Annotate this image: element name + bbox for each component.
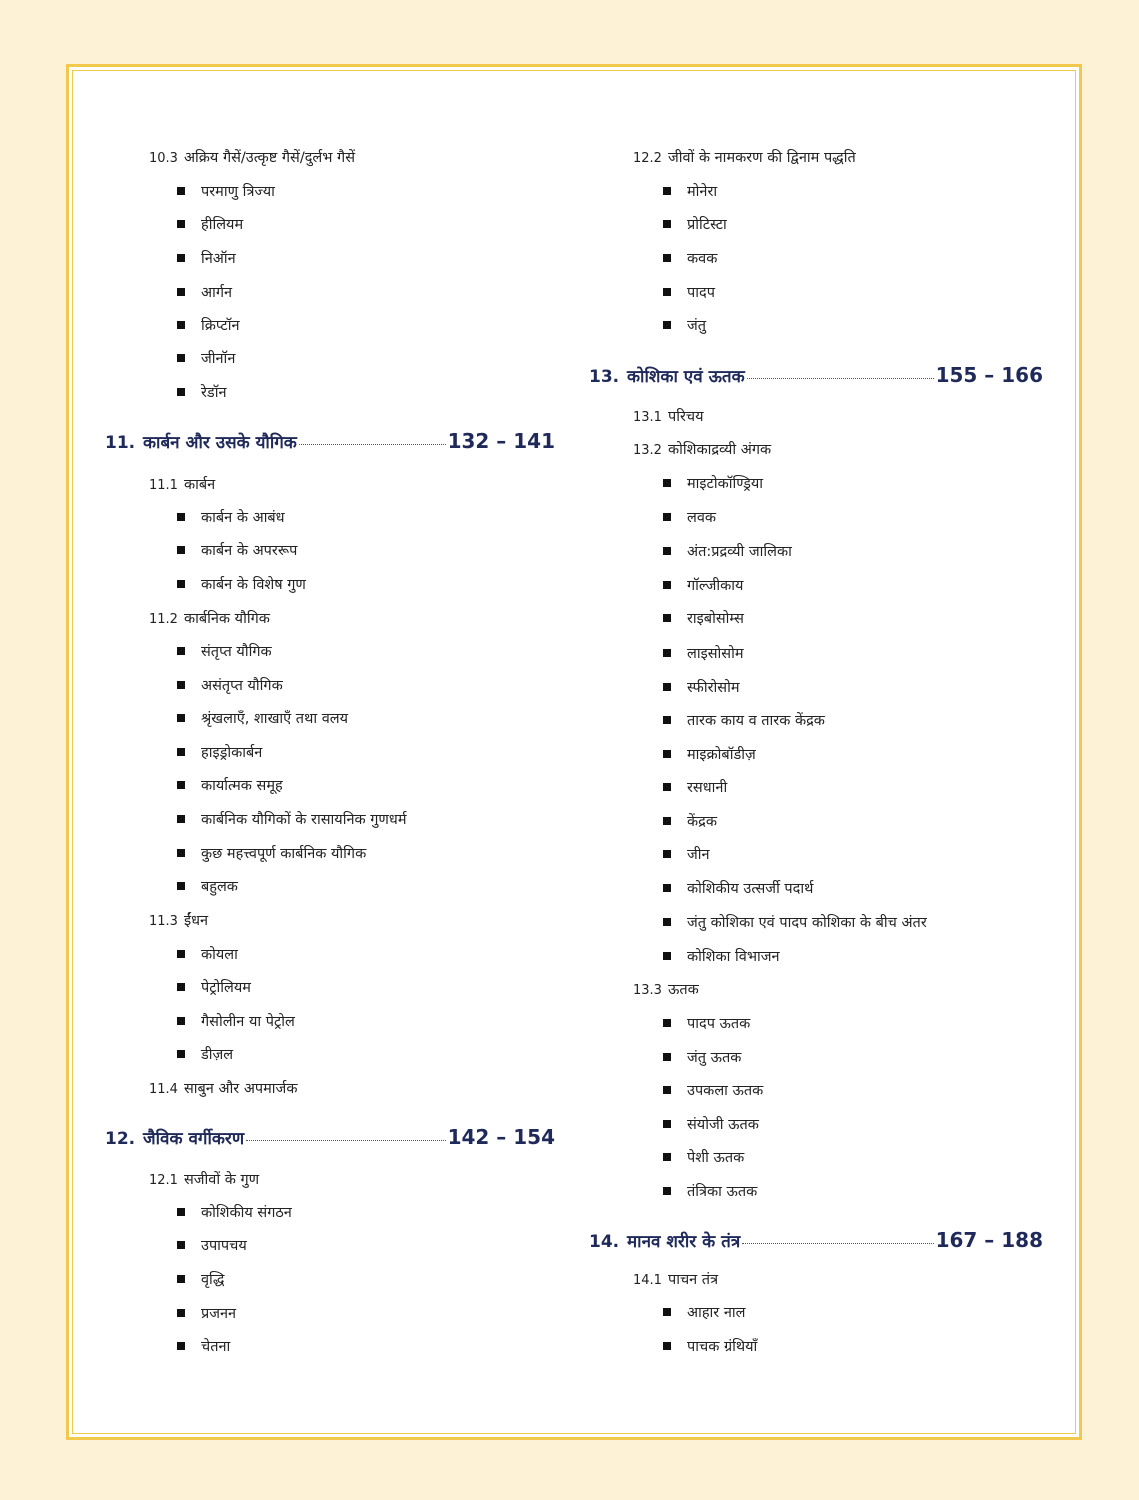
square-bullet-icon [663, 716, 671, 724]
section-number: 12.2 [633, 151, 662, 166]
bullet-text: श्रृंखलाएँ, शाखाएँ तथा वलय [201, 711, 349, 727]
chapter-entry [105, 429, 555, 453]
section-number: 11.1 [149, 478, 178, 493]
bullet-text: पेशी ऊतक [687, 1150, 745, 1166]
page-frame [66, 64, 1082, 1440]
bullet-entry [177, 574, 306, 594]
square-bullet-icon [663, 884, 671, 892]
bullet-entry [177, 348, 235, 368]
section-entry [633, 1269, 718, 1289]
bullet-entry [663, 507, 716, 527]
bullet-text: उपकला ऊतक [687, 1083, 764, 1099]
bullet-entry [663, 608, 744, 628]
bullet-entry [663, 248, 717, 268]
bullet-text: आर्गन [201, 285, 233, 301]
bullet-entry [663, 912, 927, 932]
section-entry [149, 1078, 297, 1098]
square-bullet-icon [177, 1342, 185, 1350]
bullet-text: कुछ महत्त्वपूर्ण कार्बनिक यौगिक [201, 846, 367, 862]
section-number: 13.3 [633, 983, 662, 998]
section-title: ईंधन [183, 913, 209, 929]
bullet-text: परमाणु त्रिज्या [201, 184, 275, 200]
bullet-entry [663, 1013, 750, 1033]
bullet-text: जंतु कोशिका एवं पादप कोशिका के बीच अंतर [687, 915, 927, 931]
square-bullet-icon [177, 748, 185, 756]
section-number: 11.4 [149, 1082, 178, 1097]
square-bullet-icon [663, 750, 671, 758]
section-entry [633, 406, 704, 426]
bullet-text: डीज़ल [201, 1047, 234, 1063]
section-number: 13.1 [633, 410, 662, 425]
square-bullet-icon [177, 1275, 185, 1283]
square-bullet-icon [663, 683, 671, 691]
square-bullet-icon [663, 1187, 671, 1195]
square-bullet-icon [177, 187, 185, 195]
chapter-number: 13. [589, 367, 620, 387]
chapter-number: 14. [589, 1232, 620, 1252]
chapter-pages: 155 – 166 [935, 363, 1043, 387]
chapter-title: जैविक वर्गीकरण [143, 1129, 245, 1149]
square-bullet-icon [177, 388, 185, 396]
bullet-entry [177, 876, 238, 896]
bullet-entry [177, 315, 240, 335]
bullet-entry [177, 382, 227, 402]
section-entry [149, 910, 208, 930]
chapter-entry [589, 1228, 1043, 1252]
bullet-text: कोशिका विभाजन [687, 949, 780, 965]
bullet-entry [177, 977, 251, 997]
bullet-entry [663, 181, 717, 201]
bullet-text: राइबोसोम्स [687, 611, 744, 627]
bullet-text: गैसोलीन या पेट्रोल [201, 1014, 295, 1030]
bullet-text: मोनेरा [687, 184, 718, 200]
section-number: 12.1 [149, 1173, 178, 1188]
bullet-entry [663, 844, 710, 864]
leader-dots [299, 443, 446, 445]
bullet-entry [663, 315, 706, 335]
bullet-text: कार्बन के आबंध [201, 510, 285, 526]
chapter-number: 12. [105, 1129, 136, 1149]
square-bullet-icon [177, 983, 185, 991]
bullet-text: प्रोटिस्टा [687, 217, 727, 233]
bullet-entry [663, 1147, 744, 1167]
bullet-entry [177, 248, 236, 268]
bullet-entry [663, 541, 792, 561]
bullet-entry [177, 1202, 292, 1222]
bullet-text: कार्बन के विशेष गुण [201, 577, 306, 593]
bullet-text: कवक [687, 251, 718, 267]
square-bullet-icon [663, 187, 671, 195]
bullet-text: पादप [687, 285, 715, 301]
bullet-text: कोशिकीय संगठन [201, 1205, 292, 1221]
bullet-text: कार्बन के अपररूप [201, 543, 298, 559]
section-number: 13.2 [633, 443, 662, 458]
square-bullet-icon [177, 882, 185, 890]
square-bullet-icon [663, 952, 671, 960]
bullet-entry [177, 1011, 295, 1031]
bullet-entry [177, 1235, 247, 1255]
square-bullet-icon [177, 288, 185, 296]
chapter-title: मानव शरीर के तंत्र [627, 1232, 741, 1252]
square-bullet-icon [663, 1053, 671, 1061]
section-title: कार्बनिक यौगिक [183, 611, 270, 627]
square-bullet-icon [663, 581, 671, 589]
chapter-title: कोशिका एवं ऊतक [627, 367, 745, 387]
bullet-entry [663, 1181, 757, 1201]
bullet-text: कार्बनिक यौगिकों के रासायनिक गुणधर्म [201, 812, 407, 828]
leader-dots [246, 1139, 445, 1141]
square-bullet-icon [663, 1019, 671, 1027]
square-bullet-icon [177, 1241, 185, 1249]
bullet-text: जीनॉन [201, 351, 236, 367]
square-bullet-icon [663, 649, 671, 657]
bullet-entry [663, 811, 717, 831]
bullet-entry [177, 1044, 233, 1064]
square-bullet-icon [177, 513, 185, 521]
section-title: ऊतक [667, 982, 699, 998]
square-bullet-icon [663, 850, 671, 858]
bullet-entry [177, 843, 366, 863]
bullet-text: प्रजनन [201, 1306, 237, 1322]
bullet-text: माइक्रोबॉडीज़ [687, 747, 756, 763]
section-title: सजीवों के गुण [183, 1172, 260, 1188]
bullet-entry [663, 1336, 757, 1356]
chapter-entry [589, 363, 1043, 387]
square-bullet-icon [177, 781, 185, 789]
bullet-text: कोयला [201, 947, 238, 963]
bullet-text: आहार नाल [687, 1305, 746, 1321]
square-bullet-icon [177, 647, 185, 655]
square-bullet-icon [663, 1086, 671, 1094]
square-bullet-icon [663, 220, 671, 228]
bullet-text: हाइड्रोकार्बन [201, 745, 263, 761]
bullet-entry [663, 744, 756, 764]
section-number: 14.1 [633, 1273, 662, 1288]
bullet-entry [177, 708, 348, 728]
bullet-text: लाइसोसोम [687, 646, 744, 662]
square-bullet-icon [663, 918, 671, 926]
bullet-entry [663, 575, 743, 595]
section-number: 11.3 [149, 914, 178, 929]
section-number: 10.3 [149, 151, 178, 166]
bullet-text: क्रिप्टॉन [201, 318, 240, 334]
square-bullet-icon [663, 1120, 671, 1128]
square-bullet-icon [663, 1342, 671, 1350]
square-bullet-icon [177, 1208, 185, 1216]
section-entry [633, 979, 699, 999]
bullet-text: पाचक ग्रंथियाँ [687, 1339, 758, 1355]
bullet-text: बहुलक [201, 879, 238, 895]
bullet-text: स्फीरोसोम [687, 680, 740, 696]
bullet-entry [663, 1114, 759, 1134]
bullet-text: वृद्धि [201, 1272, 225, 1288]
square-bullet-icon [663, 254, 671, 262]
square-bullet-icon [177, 681, 185, 689]
bullet-entry [663, 1080, 763, 1100]
square-bullet-icon [663, 1308, 671, 1316]
bullet-text: कोशिकीय उत्सर्जी पदार्थ [687, 881, 814, 897]
square-bullet-icon [177, 1050, 185, 1058]
square-bullet-icon [663, 614, 671, 622]
bullet-entry [663, 878, 813, 898]
bullet-text: संतृप्त यौगिक [201, 644, 272, 660]
bullet-text: माइटोकॉण्ड्रिया [687, 476, 764, 492]
square-bullet-icon [177, 815, 185, 823]
bullet-entry [663, 946, 780, 966]
bullet-entry [663, 214, 727, 234]
section-entry [149, 1169, 259, 1189]
bullet-entry [177, 641, 272, 661]
square-bullet-icon [177, 220, 185, 228]
square-bullet-icon [177, 580, 185, 588]
bullet-text: हीलियम [201, 217, 244, 233]
section-title: कोशिकाद्रव्यी अंगक [667, 442, 772, 458]
bullet-text: गॉल्जीकाय [687, 578, 744, 594]
chapter-entry [105, 1125, 555, 1149]
bullet-entry [177, 540, 297, 560]
bullet-text: उपापचय [201, 1238, 247, 1254]
square-bullet-icon [177, 321, 185, 329]
square-bullet-icon [177, 546, 185, 554]
bullet-text: संयोजी ऊतक [687, 1117, 759, 1133]
chapter-number: 11. [105, 433, 136, 453]
section-title: जीवों के नामकरण की द्विनाम पद्धति [667, 150, 856, 166]
bullet-entry [663, 710, 825, 730]
bullet-text: असंतृप्त यौगिक [201, 678, 283, 694]
bullet-text: जंतु [687, 318, 707, 334]
bullet-text: कार्यात्मक समूह [201, 778, 283, 794]
bullet-entry [663, 777, 727, 797]
square-bullet-icon [663, 817, 671, 825]
bullet-text: तारक काय व तारक केंद्रक [687, 713, 825, 729]
bullet-entry [177, 214, 243, 234]
bullet-text: चेतना [201, 1339, 231, 1355]
bullet-entry [177, 944, 238, 964]
bullet-entry [177, 1269, 224, 1289]
section-entry [633, 147, 856, 167]
square-bullet-icon [177, 1309, 185, 1317]
section-entry [149, 608, 270, 628]
leader-dots [742, 1242, 933, 1244]
section-title: साबुन और अपमार्जक [183, 1081, 298, 1097]
bullet-text: अंत:प्रद्रव्यी जालिका [687, 544, 792, 560]
square-bullet-icon [663, 1153, 671, 1161]
bullet-entry [663, 1047, 741, 1067]
section-entry [149, 474, 215, 494]
bullet-entry [663, 677, 740, 697]
square-bullet-icon [663, 288, 671, 296]
square-bullet-icon [663, 321, 671, 329]
bullet-text: पादप ऊतक [687, 1016, 751, 1032]
bullet-text: रसधानी [687, 780, 728, 796]
bullet-entry [663, 1302, 745, 1322]
bullet-entry [177, 181, 275, 201]
chapter-pages: 167 – 188 [935, 1228, 1043, 1252]
bullet-text: निऑन [201, 251, 236, 267]
bullet-text: लवक [687, 510, 717, 526]
section-entry [149, 147, 355, 167]
square-bullet-icon [663, 479, 671, 487]
bullet-entry [177, 282, 232, 302]
bullet-entry [177, 809, 407, 829]
section-title: परिचय [667, 409, 704, 425]
bullet-text: केंद्रक [687, 814, 717, 830]
section-entry [633, 439, 771, 459]
section-number: 11.2 [149, 612, 178, 627]
square-bullet-icon [663, 513, 671, 521]
bullet-entry [177, 1336, 230, 1356]
bullet-entry [177, 507, 285, 527]
bullet-text: जंतु ऊतक [687, 1050, 742, 1066]
bullet-entry [663, 282, 715, 302]
section-title: पाचन तंत्र [667, 1272, 719, 1288]
square-bullet-icon [177, 254, 185, 262]
leader-dots [747, 377, 934, 379]
square-bullet-icon [663, 783, 671, 791]
bullet-entry [663, 473, 763, 493]
chapter-title: कार्बन और उसके यौगिक [143, 433, 297, 453]
square-bullet-icon [177, 1017, 185, 1025]
bullet-text: जीन [687, 847, 710, 863]
chapter-pages: 132 – 141 [447, 429, 555, 453]
bullet-entry [663, 643, 744, 663]
chapter-pages: 142 – 154 [447, 1125, 555, 1149]
bullet-entry [177, 742, 262, 762]
bullet-entry [177, 675, 283, 695]
square-bullet-icon [177, 849, 185, 857]
bullet-text: पेट्रोलियम [201, 980, 251, 996]
bullet-entry [177, 1303, 236, 1323]
square-bullet-icon [177, 714, 185, 722]
bullet-text: तंत्रिका ऊतक [687, 1184, 758, 1200]
section-title: अक्रिय गैसें/उत्कृष्ट गैसें/दुर्लभ गैसें [183, 150, 356, 166]
bullet-entry [177, 775, 283, 795]
square-bullet-icon [663, 547, 671, 555]
section-title: कार्बन [183, 477, 216, 493]
bullet-text: रेडॉन [201, 385, 227, 401]
square-bullet-icon [177, 950, 185, 958]
square-bullet-icon [177, 354, 185, 362]
